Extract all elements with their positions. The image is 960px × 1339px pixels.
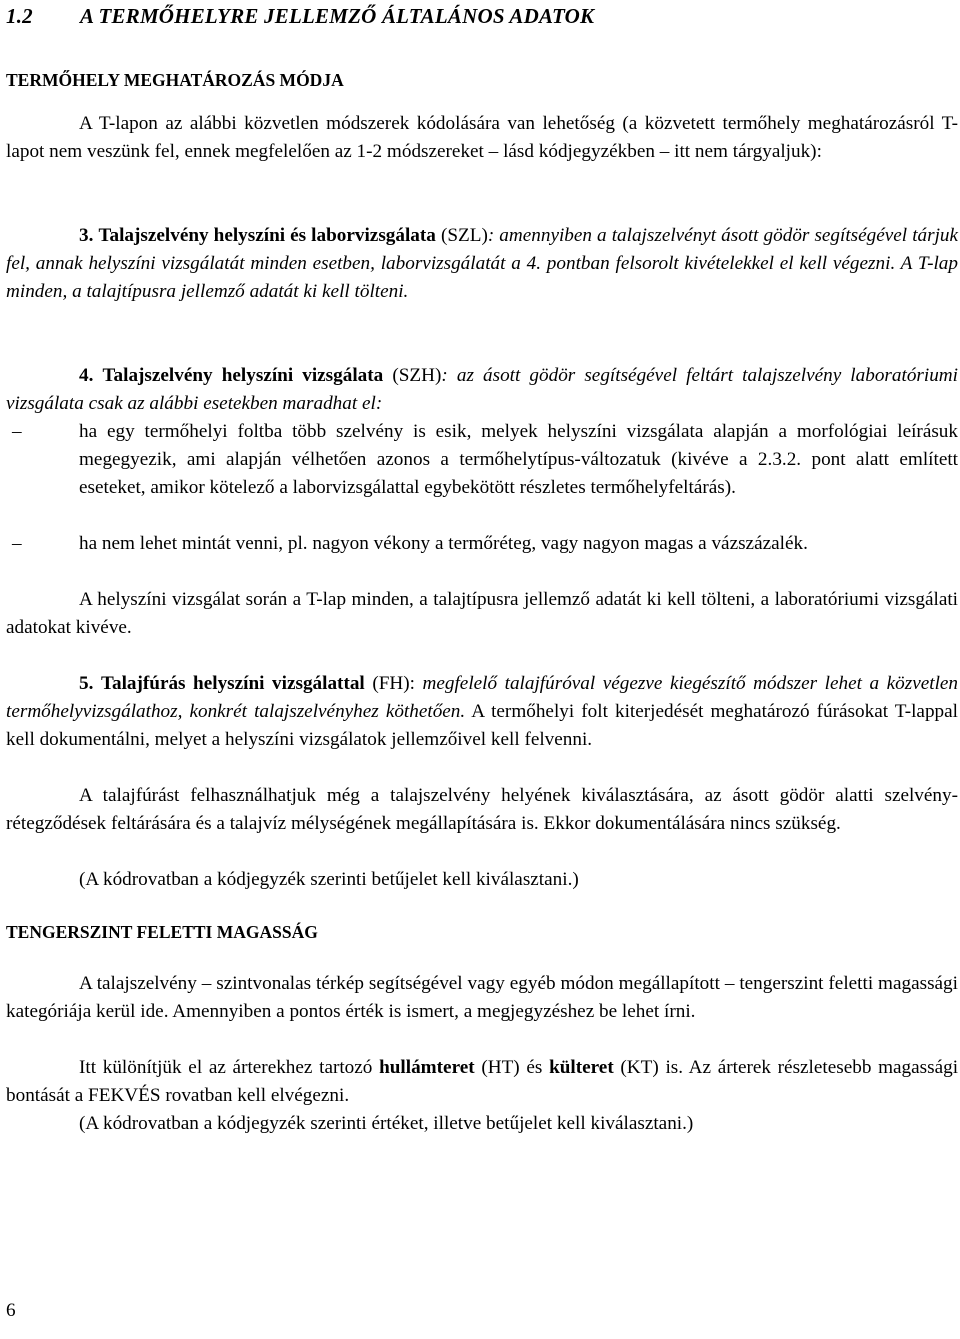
dash-mark: –: [12, 533, 22, 554]
dash-item-1-text: ha egy termőhelyi foltba több szelvény is esik, melyek helyszíni vizsgálata alapján a morfológiai leírásuk megegyezik, ami alapján vélhetően azonos a termőhelytípus-változatuk (kivéve a 2.3.2. pont alatt említett eseteket, amikor kötelező a laborvizsgálattal egybekötött részletes termőhelyfeltárás).: [79, 421, 958, 498]
dash-item-2: [6, 530, 958, 558]
item-5-abbr: (FH):: [372, 673, 415, 694]
dash-item-2-text: ha nem lehet mintát venni, pl. nagyon vékony a termőréteg, vagy nagyon magas a vázszázalék.: [79, 533, 808, 554]
item-4-paragraph: [6, 362, 958, 418]
chapter-number: 1.2: [6, 4, 33, 28]
term-kulter: külteret: [549, 1057, 614, 1078]
section-title-method: TERMŐHELY MEGHATÁROZÁS MÓDJA: [6, 70, 344, 90]
term-hullamter: hullámteret: [379, 1057, 475, 1078]
item-5-paragraph-2: A talajfúrást felhasználhatjuk még a talajszelvény helyének kiválasztására, az ásott gödör alatti szelvény- rétegződések feltárására és a talajvíz mélységének megállapítására is. Ekkor dokumentálására nincs szükség.: [6, 785, 958, 834]
dash-mark: –: [12, 421, 22, 442]
item-5-paragraph: [6, 670, 958, 754]
item-5-number: 5.: [79, 673, 94, 694]
intro-paragraph: A T-lapon az alábbi közvetlen módszerek kódolására van lehetőség (a közvetett termőhely meghatározásról T-lapot nem veszünk fel, ennek megfelelően az 1-2 módszereket – lásd kódjegyzékben – itt nem tárgyaljuk):: [6, 113, 958, 162]
item-4-title: Talajszelvény helyszíni vizsgálata: [102, 365, 384, 386]
item-4-after-paragraph: A helyszíni vizsgálat során a T-lap minden, a talajtípusra jellemző adatát ki kell tölteni, a laboratóriumi vizsgálati adatokat kivéve.: [6, 589, 958, 638]
elevation-paragraph-3: (A kódrovatban a kódjegyzék szerinti értéket, illetve betűjelet kell kiválasztani.): [79, 1113, 694, 1134]
chapter-heading: [6, 4, 594, 29]
item-4-abbr: (SZH): [392, 365, 442, 386]
page-number: 6: [6, 1300, 16, 1321]
elevation-p2-e: (KT) is. Az árterek részletesebb magassági bontását a FEKVÉS rovatban kell elvégezni.: [6, 1057, 959, 1106]
elevation-p2-a: Itt különítjük el az árterekhez tartozó: [79, 1057, 373, 1078]
item-3-number: 3.: [79, 225, 94, 246]
item-5-italic-text: megfelelő talajfúróval végezve kiegészítő módszer lehet a közvetlen termőhelyvizsgálathoz, konkrét talajszelvényhez köthetően.: [6, 673, 959, 722]
elevation-paragraph-1: A talajszelvény – szintvonalas térkép segítségével vagy egyéb módon megállapított – tengerszint feletti magassági kategóriája kerül ide. Amennyiben a pontos érték is ismert, a megjegyzéshez be lehet írni.: [6, 973, 958, 1022]
elevation-p2-c: (HT) és: [481, 1057, 543, 1078]
chapter-title: A TERMŐHELYRE JELLEMZŐ ÁLTALÁNOS ADATOK: [80, 4, 595, 28]
item-3-title: Talajszelvény helyszíni és laborvizsgálata: [98, 225, 436, 246]
item-3-paragraph: [6, 222, 958, 306]
item-4-number: 4.: [79, 365, 94, 386]
item-3-abbr: (SZL): [440, 225, 488, 246]
item-4-text: : az ásott gödör segítségével feltárt talajszelvény laboratóriumi vizsgálata csak az alábbi esetekben maradhat el:: [6, 365, 958, 414]
item-3-text: : amennyiben a talajszelvényt ásott gödör segítségével tárjuk fel, annak helyszíni vizsgálatát minden esetben, laborvizsgálatát a 4. pontban felsorolt kivételekkel el kell végezni. A T-lap minden, a talajtípusra jellemző adatát ki kell tölteni.: [6, 225, 959, 302]
item-5-title: Talajfúrás helyszíni vizsgálattal: [100, 673, 365, 694]
dash-item-1: [6, 418, 958, 502]
section-title-elevation: TENGERSZINT FELETTI MAGASSÁG: [6, 922, 318, 942]
item-5-normal-text: A termőhelyi folt kiterjedését meghatározó fúrásokat T-lappal kell dokumentálni, melyet a helyszíni vizsgálatok jellemzőivel kell felvenni.: [6, 701, 958, 750]
item-5-paragraph-3: (A kódrovatban a kódjegyzék szerinti betűjelet kell kiválasztani.): [79, 869, 579, 890]
elevation-paragraph-2: [6, 1054, 958, 1110]
